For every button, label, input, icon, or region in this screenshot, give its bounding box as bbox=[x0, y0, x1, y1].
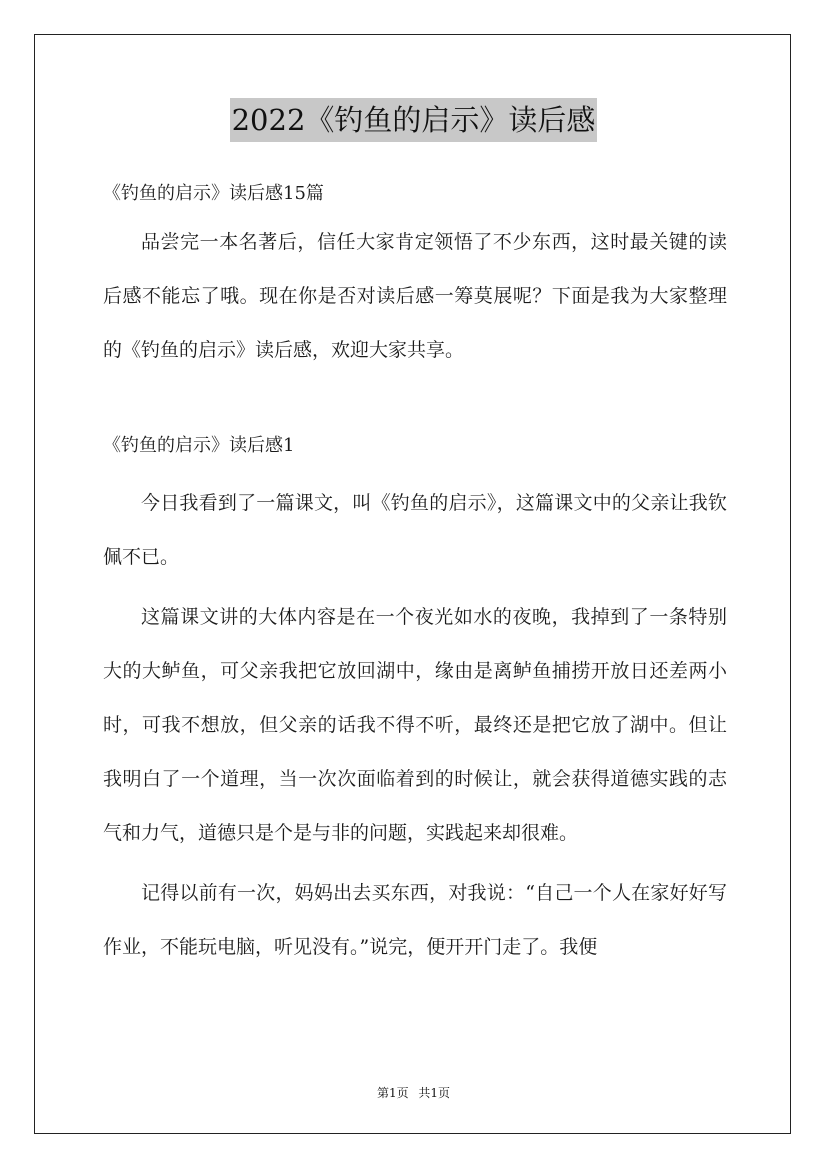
page-footer bbox=[0, 1084, 827, 1101]
document-title: 2022《钓鱼的启示》读后感 bbox=[230, 98, 598, 142]
document-body bbox=[103, 176, 727, 974]
body-paragraph-1: 今日我看到了一篇课文，叫《钓鱼的启示》，这篇课文中的父亲让我钦佩不已。 bbox=[103, 492, 727, 568]
document-subtitle: 《钓鱼的启示》读后感15篇 bbox=[103, 183, 324, 204]
title-container bbox=[0, 98, 827, 142]
body-paragraph-2: 这篇课文讲的大体内容是在一个夜光如水的夜晚，我掉到了一条特别大的大鲈鱼，可父亲我把它放回湖中，缘由是离鲈鱼捕捞开放日还差两小时，可我不想放，但父亲的话我不得不听，最终还是把它放了湖中。但让我明白了一个道理，当一次次面临着到的时候让，就会获得道德实践的志气和力气，道德只是个是与非的问题，实践起来却很难。 bbox=[103, 606, 727, 844]
body-paragraph-3: 记得以前有一次，妈妈出去买东西，对我说：“自己一个人在家好好写作业，不能玩电脑，听见没有。”说完，便开开门走了。我便 bbox=[103, 882, 727, 958]
page-number-total: 共1页 bbox=[418, 1086, 451, 1100]
intro-paragraph: 品尝完一本名著后，信任大家肯定领悟了不少东西，这时最关键的读后感不能忘了哦。现在你是否对读后感一筹莫展呢？下面是我为大家整理的《钓鱼的启示》读后感，欢迎大家共享。 bbox=[103, 231, 727, 361]
page-number-current: 第1页 bbox=[376, 1086, 409, 1100]
section-heading: 《钓鱼的启示》读后感1 bbox=[103, 435, 295, 456]
